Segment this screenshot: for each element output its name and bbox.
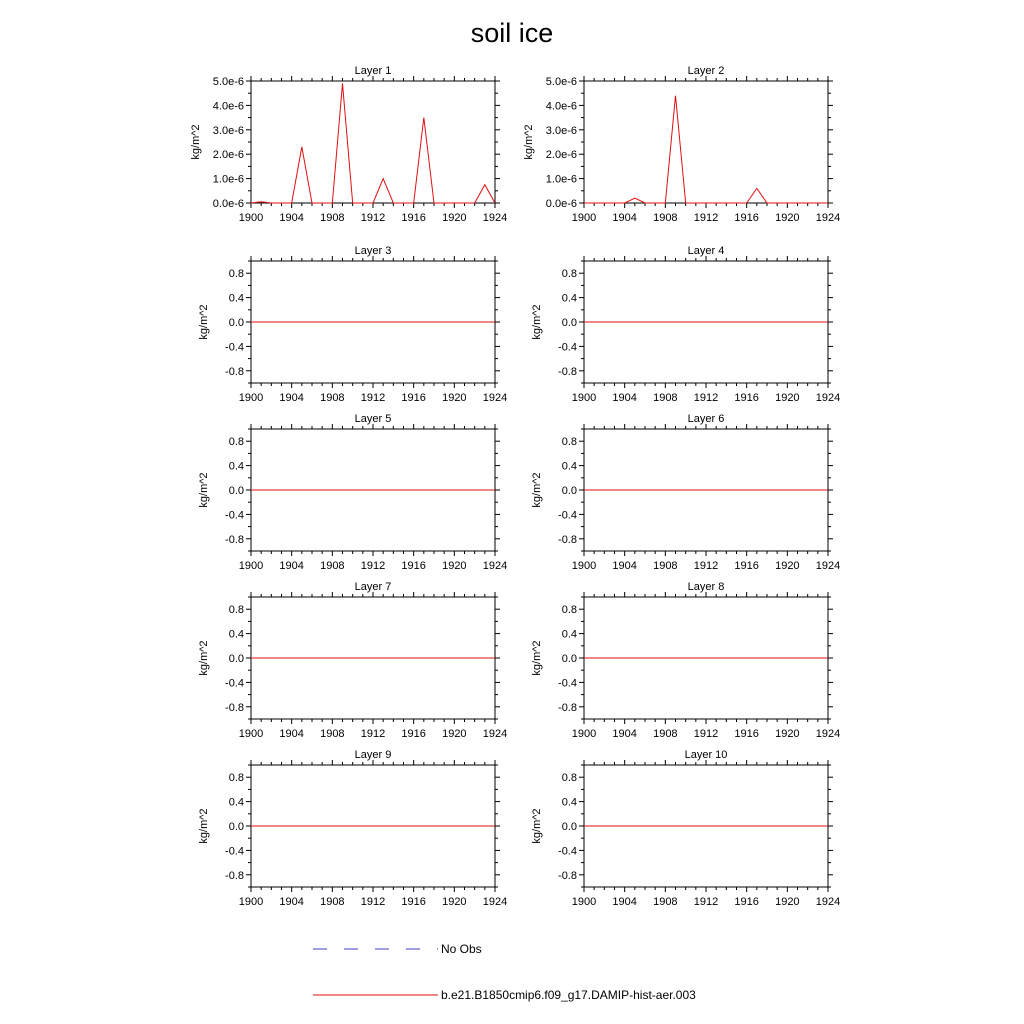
layer-9-ytick-label: 0.8 (228, 772, 244, 785)
layer-4-title: Layer 4 (687, 245, 725, 257)
layer-7-ytick-label: -0.4 (225, 677, 244, 690)
layer-5-xtick-label: 1916 (401, 560, 426, 572)
layer-9-xtick-label: 1904 (279, 896, 304, 908)
layer-6-xtick-label: 1916 (734, 560, 759, 572)
layer-10-xtick-label: 1912 (693, 896, 719, 908)
layer-2-series-line (584, 96, 828, 203)
layer-9-ytick-label: 0.4 (228, 796, 244, 809)
layer-5-xtick-label: 1912 (360, 560, 386, 572)
layer-3-xtick-label: 1920 (442, 392, 467, 404)
layer-7-title: Layer 7 (354, 581, 392, 593)
figure-title: soil ice (470, 18, 554, 48)
layer-4-xtick-label: 1912 (693, 392, 719, 404)
layer-4-xtick-label: 1924 (815, 392, 841, 404)
layer-10-ytick-label: 0.4 (561, 796, 577, 809)
layer-5-ytick-label: 0.4 (228, 460, 244, 473)
layer-7-xtick-label: 1920 (442, 728, 467, 740)
layer-6-xtick-label: 1908 (653, 560, 678, 572)
layer-2-ytick-label: 1.0e-6 (545, 173, 577, 186)
layer-1-ytick-label: 3.0e-6 (212, 124, 244, 137)
layer-6-xtick-label: 1904 (612, 560, 637, 572)
layer-2-ytick-label: 5.0e-6 (545, 76, 577, 88)
layer-4-xtick-label: 1908 (653, 392, 678, 404)
layer-3-ylabel: kg/m^2 (198, 304, 210, 340)
layer-2-ytick-label: 2.0e-6 (545, 149, 577, 162)
layer-4-xtick-label: 1916 (734, 392, 759, 404)
layer-2-ytick-label: 4.0e-6 (545, 100, 577, 113)
layer-3-xtick-label: 1904 (279, 392, 304, 404)
layer-5-ytick-label: -0.4 (225, 509, 244, 522)
layer-1-ytick-label: 0.0e-6 (212, 198, 244, 210)
layer-4-ytick-label: -0.8 (558, 365, 577, 378)
layer-7-xtick-label: 1924 (482, 728, 508, 740)
layer-5-xtick-label: 1904 (279, 560, 304, 572)
layer-9-ytick-label: -0.4 (225, 845, 244, 858)
layer-2-frame (584, 81, 828, 203)
layer-1-xtick-label: 1924 (482, 212, 508, 224)
layer-1-xtick-label: 1904 (279, 212, 304, 224)
layer-1-xtick-label: 1916 (401, 212, 426, 224)
layer-3-ytick-label: -0.8 (225, 365, 244, 378)
layer-5-xtick-label: 1908 (320, 560, 345, 572)
layer-4-ylabel: kg/m^2 (531, 304, 543, 340)
layer-10-xtick-label: 1920 (775, 896, 800, 908)
layer-6-xtick-label: 1912 (693, 560, 719, 572)
layer-1-frame (251, 81, 495, 203)
layer-2-xtick-label: 1912 (693, 212, 719, 224)
layer-9-xtick-label: 1908 (320, 896, 345, 908)
layer-2-xtick-label: 1916 (734, 212, 759, 224)
layer-9-xtick-label: 1924 (482, 896, 508, 908)
layer-6-ytick-label: -0.8 (558, 533, 577, 546)
layer-7-ytick-label: -0.8 (225, 701, 244, 714)
layer-5-ytick-label: 0.8 (228, 436, 244, 449)
layer-9-ylabel: kg/m^2 (198, 808, 210, 844)
layer-10-ytick-label: -0.4 (558, 845, 577, 858)
layer-1-ytick-label: 1.0e-6 (212, 173, 244, 186)
legend-label-model: b.e21.B1850cmip6.f09_g17.DAMIP-hist-aer.003 (441, 988, 696, 1002)
layer-2-xtick-label: 1904 (612, 212, 637, 224)
layer-10-xtick-label: 1908 (653, 896, 678, 908)
layer-7-xtick-label: 1908 (320, 728, 345, 740)
layer-10-xtick-label: 1924 (815, 896, 841, 908)
layer-8-xtick-label: 1908 (653, 728, 678, 740)
layer-3-ytick-label: 0.8 (228, 268, 244, 281)
layer-3-xtick-label: 1908 (320, 392, 345, 404)
layer-10-xtick-label: 1904 (612, 896, 637, 908)
layer-1-ytick-label: 2.0e-6 (212, 149, 244, 162)
layer-9-ytick-label: -0.8 (225, 869, 244, 882)
layer-8-ylabel: kg/m^2 (531, 640, 543, 676)
layer-5-xtick-label: 1920 (442, 560, 467, 572)
layer-3-xtick-label: 1924 (482, 392, 508, 404)
layer-6-xtick-label: 1900 (571, 560, 597, 572)
layer-8-title: Layer 8 (687, 581, 725, 593)
layer-4-xtick-label: 1904 (612, 392, 637, 404)
layer-1-title: Layer 1 (354, 65, 392, 77)
layer-4-ytick-label: 0.8 (561, 268, 577, 281)
layer-1-ylabel: kg/m^2 (190, 124, 202, 160)
layer-5-ytick-label: -0.8 (225, 533, 244, 546)
layer-8-ytick-label: -0.4 (558, 677, 577, 690)
layer-6-xtick-label: 1924 (815, 560, 841, 572)
layer-6-ytick-label: 0.4 (561, 460, 577, 473)
layer-3-xtick-label: 1900 (238, 392, 264, 404)
layer-8-xtick-label: 1916 (734, 728, 759, 740)
layer-7-xtick-label: 1904 (279, 728, 304, 740)
layer-6-ylabel: kg/m^2 (531, 472, 543, 508)
layer-8-xtick-label: 1912 (693, 728, 719, 740)
legend-label-no-obs: No Obs (441, 942, 482, 956)
layer-2-xtick-label: 1908 (653, 212, 678, 224)
layer-8-ytick-label: 0.0 (561, 653, 577, 665)
layer-10-title: Layer 10 (684, 749, 728, 761)
layer-2-ytick-label: 0.0e-6 (545, 198, 577, 210)
layer-5-xtick-label: 1924 (482, 560, 508, 572)
layer-3-xtick-label: 1912 (360, 392, 386, 404)
layer-9-ytick-label: 0.0 (228, 821, 244, 833)
layer-9-title: Layer 9 (354, 749, 392, 761)
layer-1-ytick-label: 4.0e-6 (212, 100, 244, 113)
layer-1-xtick-label: 1900 (238, 212, 264, 224)
layer-2-xtick-label: 1920 (775, 212, 800, 224)
layer-3-ytick-label: 0.4 (228, 292, 244, 305)
layer-7-ytick-label: 0.8 (228, 604, 244, 617)
layer-8-ytick-label: 0.8 (561, 604, 577, 617)
layer-10-ytick-label: -0.8 (558, 869, 577, 882)
layer-5-title: Layer 5 (354, 413, 392, 425)
layer-10-ylabel: kg/m^2 (531, 808, 543, 844)
layer-8-xtick-label: 1920 (775, 728, 800, 740)
layer-5-ytick-label: 0.0 (228, 485, 244, 497)
layer-3-ytick-label: 0.0 (228, 317, 244, 329)
layer-4-xtick-label: 1900 (571, 392, 597, 404)
layer-4-ytick-label: 0.4 (561, 292, 577, 305)
layer-8-ytick-label: 0.4 (561, 628, 577, 641)
layer-4-xtick-label: 1920 (775, 392, 800, 404)
layer-8-ytick-label: -0.8 (558, 701, 577, 714)
layer-3-title: Layer 3 (354, 245, 392, 257)
layer-8-xtick-label: 1924 (815, 728, 841, 740)
layer-7-ytick-label: 0.4 (228, 628, 244, 641)
layer-6-title: Layer 6 (687, 413, 725, 425)
layer-7-ylabel: kg/m^2 (198, 640, 210, 676)
layer-8-xtick-label: 1904 (612, 728, 637, 740)
layer-3-xtick-label: 1916 (401, 392, 426, 404)
layer-9-xtick-label: 1900 (238, 896, 264, 908)
layer-3-ytick-label: -0.4 (225, 341, 244, 354)
layer-6-ytick-label: 0.8 (561, 436, 577, 449)
layer-1-series-line (251, 83, 495, 203)
layer-1-xtick-label: 1912 (360, 212, 386, 224)
layer-6-ytick-label: -0.4 (558, 509, 577, 522)
layer-7-xtick-label: 1916 (401, 728, 426, 740)
layer-10-xtick-label: 1916 (734, 896, 759, 908)
layer-1-xtick-label: 1920 (442, 212, 467, 224)
layer-10-ytick-label: 0.8 (561, 772, 577, 785)
layer-4-ytick-label: 0.0 (561, 317, 577, 329)
layer-7-xtick-label: 1912 (360, 728, 386, 740)
layer-10-ytick-label: 0.0 (561, 821, 577, 833)
layer-8-xtick-label: 1900 (571, 728, 597, 740)
layer-9-xtick-label: 1916 (401, 896, 426, 908)
layer-7-xtick-label: 1900 (238, 728, 264, 740)
layer-4-ytick-label: -0.4 (558, 341, 577, 354)
layer-1-ytick-label: 5.0e-6 (212, 76, 244, 88)
layer-1-xtick-label: 1908 (320, 212, 345, 224)
layer-2-ylabel: kg/m^2 (523, 124, 535, 160)
layer-6-ytick-label: 0.0 (561, 485, 577, 497)
layer-7-ytick-label: 0.0 (228, 653, 244, 665)
layer-9-xtick-label: 1920 (442, 896, 467, 908)
layer-5-ylabel: kg/m^2 (198, 472, 210, 508)
layer-2-xtick-label: 1924 (815, 212, 841, 224)
layer-2-title: Layer 2 (687, 65, 725, 77)
layer-10-xtick-label: 1900 (571, 896, 597, 908)
layer-6-xtick-label: 1920 (775, 560, 800, 572)
layer-5-xtick-label: 1900 (238, 560, 264, 572)
layer-9-xtick-label: 1912 (360, 896, 386, 908)
layer-2-ytick-label: 3.0e-6 (545, 124, 577, 137)
layer-2-xtick-label: 1900 (571, 212, 597, 224)
